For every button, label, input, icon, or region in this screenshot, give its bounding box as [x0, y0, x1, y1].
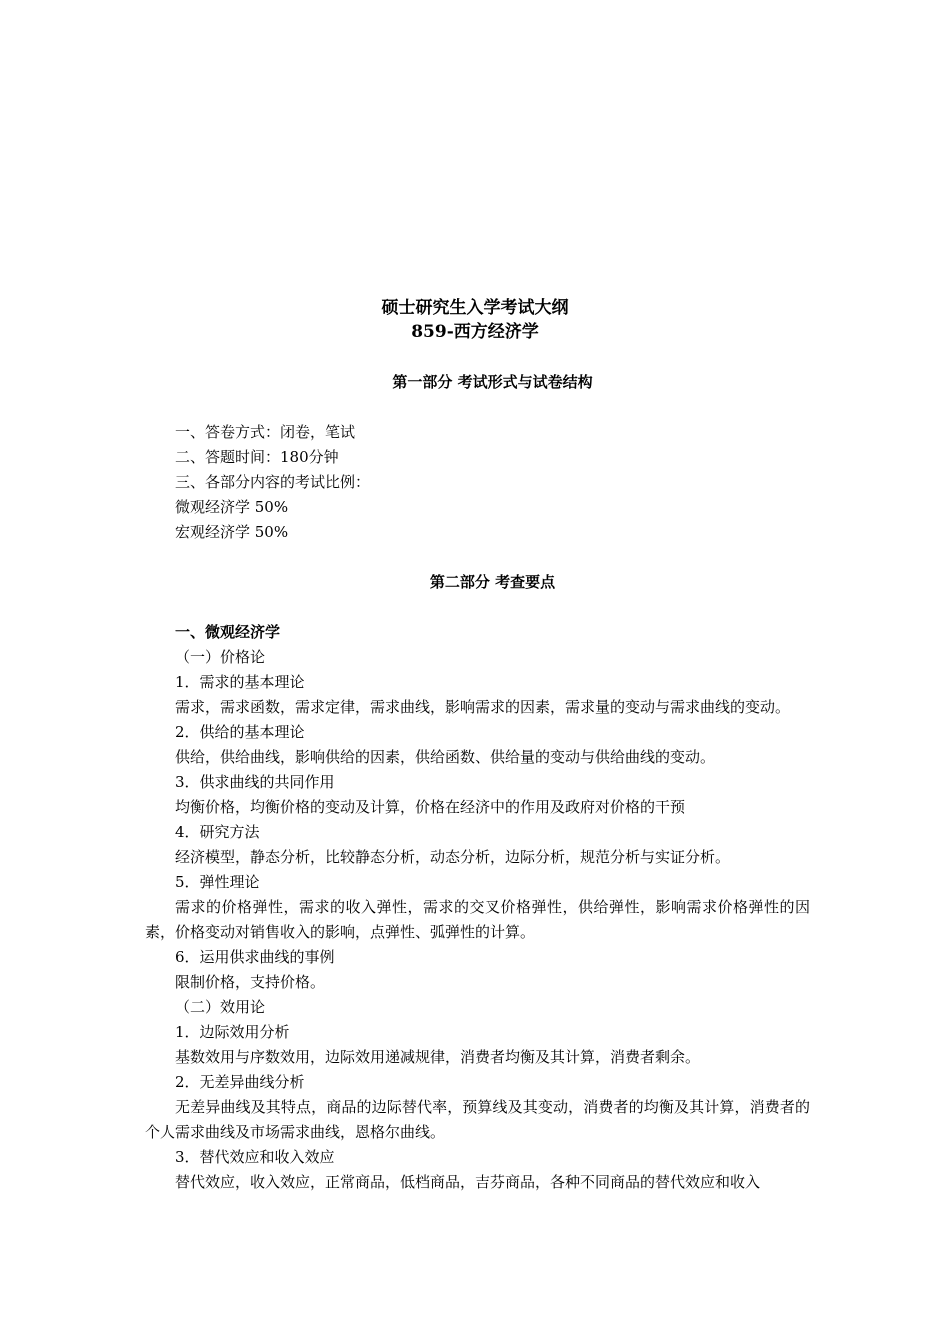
- document-title: 硕士研究生入学考试大纲: [381, 298, 569, 318]
- document-subtitle: 859-西方经济学: [411, 322, 539, 342]
- topic-title: 3．供求曲线的共同作用: [175, 773, 335, 791]
- topic-paragraph: 均衡价格，均衡价格的变动及计算，价格在经济中的作用及政府对价格的干预: [175, 798, 686, 816]
- part1-heading: 第一部分 考试形式与试卷结构: [392, 373, 593, 391]
- subsection-heading-price: （一）价格论: [175, 648, 266, 666]
- exam-ratio-item: 三、各部分内容的考试比例：: [175, 473, 371, 491]
- topic-paragraph: 供给，供给曲线，影响供给的因素，供给函数、供给量的变动与供给曲线的变动。: [175, 748, 716, 766]
- section-heading-micro: 一、微观经济学: [175, 623, 281, 641]
- topic-paragraph: 经济模型，静态分析，比较静态分析，动态分析，边际分析，规范分析与实证分析。: [175, 848, 731, 866]
- topic-title: 3．替代效应和收入效应: [175, 1148, 335, 1166]
- ratio-micro: 微观经济学 50%: [175, 498, 289, 516]
- title-block: [0, 296, 950, 344]
- topic-title: 2．无差异曲线分析: [175, 1073, 305, 1091]
- topic-title: 6．运用供求曲线的事例: [175, 948, 335, 966]
- document-body: [145, 370, 810, 1195]
- exam-format-item: 一、答卷方式：闭卷，笔试: [175, 423, 356, 441]
- spacer: [145, 595, 810, 620]
- topic-paragraph: 替代效应，收入效应，正常商品，低档商品，吉芬商品，各种不同商品的替代效应和收入: [175, 1173, 761, 1191]
- spacer: [145, 395, 810, 420]
- part2-heading: 第二部分 考查要点: [429, 573, 556, 591]
- topic-paragraph: 限制价格，支持价格。: [175, 973, 326, 991]
- topic-title: 1．需求的基本理论: [175, 673, 305, 691]
- topic-paragraph: 基数效用与序数效用，边际效用递减规律，消费者均衡及其计算，消费者剩余。: [175, 1048, 701, 1066]
- topic-title: 2．供给的基本理论: [175, 723, 305, 741]
- topic-paragraph: 需求的价格弹性，需求的收入弹性，需求的交叉价格弹性，供给弹性，影响需求价格弹性的因素，价格变动对销售收入的影响，点弹性、弧弹性的计算。: [145, 898, 810, 941]
- spacer: [145, 545, 810, 570]
- ratio-macro: 宏观经济学 50%: [175, 523, 289, 541]
- subsection-heading-utility: （二）效用论: [175, 998, 266, 1016]
- topic-paragraph: 需求，需求函数，需求定律，需求曲线，影响需求的因素，需求量的变动与需求曲线的变动。: [175, 698, 791, 716]
- topic-title: 4．研究方法: [175, 823, 260, 841]
- topic-title: 5．弹性理论: [175, 873, 260, 891]
- topic-paragraph: 无差异曲线及其特点，商品的边际替代率，预算线及其变动，消费者的均衡及其计算，消费者的个人需求曲线及市场需求曲线，恩格尔曲线。: [145, 1098, 810, 1141]
- exam-time-item: 二、答题时间：180分钟: [175, 448, 339, 466]
- topic-title: 1．边际效用分析: [175, 1023, 290, 1041]
